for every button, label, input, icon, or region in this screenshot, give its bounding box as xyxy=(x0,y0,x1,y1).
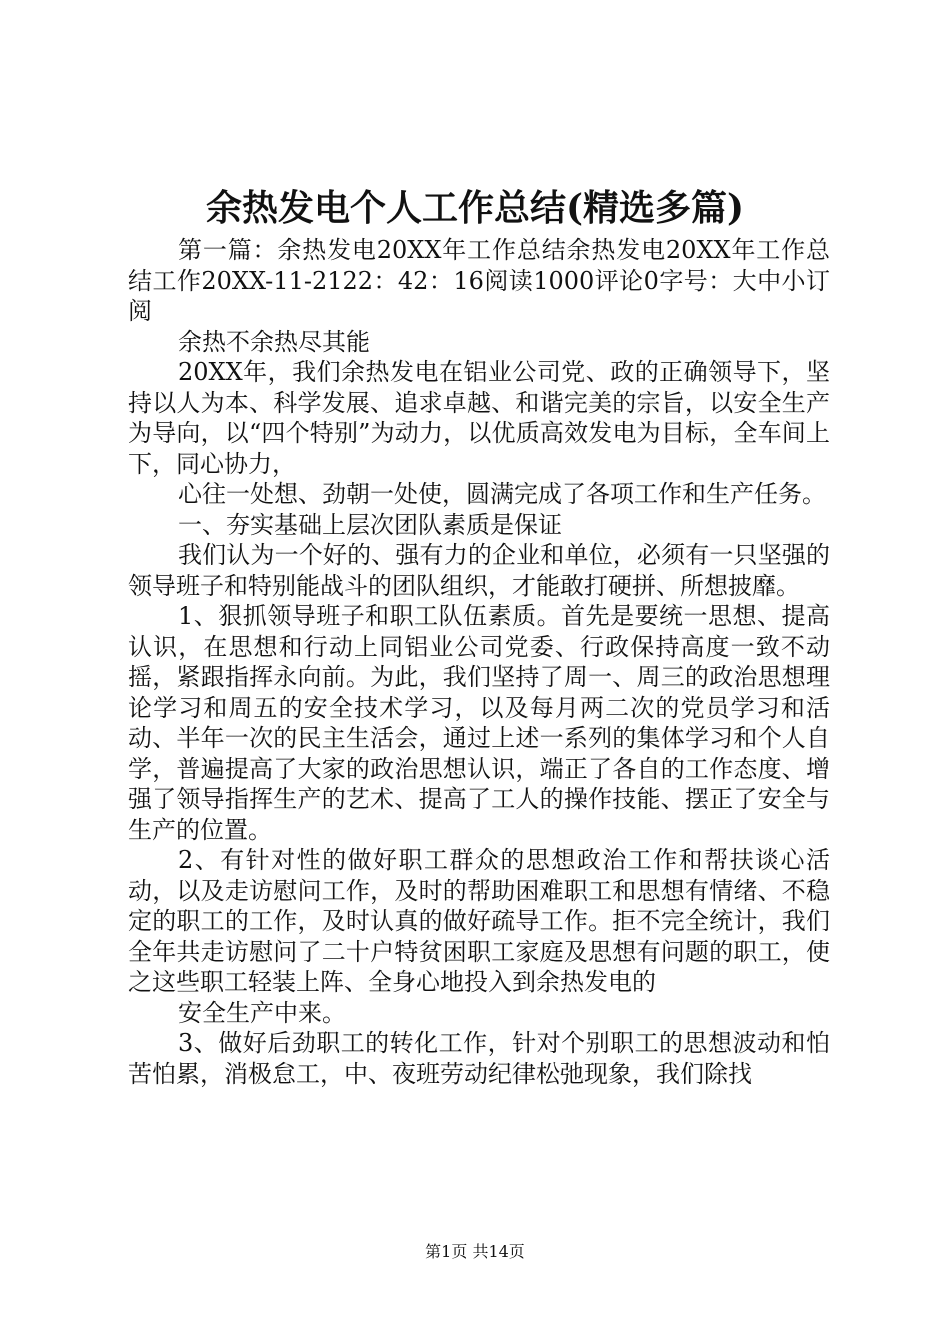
paragraph: 20XX年，我们余热发电在铝业公司党、政的正确领导下，坚持以人为本、科学发展、追求卓越、和谐完美的宗旨，以安全生产为导向，以“四个特别”为动力，以优质高效发电为目标，全车间上下，同心协力， xyxy=(128,358,830,478)
paragraph-intro: 第一篇：余热发电20XX年工作总结余热发电20XX年工作总结工作20XX-11-2122：42：16阅读1000评论0字号：大中小订阅 xyxy=(128,236,830,325)
section-heading: 一、夯实基础上层次团队素质是保证 xyxy=(178,510,562,539)
page-number-footer: 第1页 共14页 xyxy=(425,1242,525,1261)
paragraph: 安全生产中来。 xyxy=(178,998,346,1027)
paragraph: 3、做好后劲职工的转化工作，针对个别职工的思想波动和怕苦怕累，消极怠工，中、夜班劳动纪律松弛现象，我们除找 xyxy=(128,1029,830,1088)
paragraph-subtitle: 余热不余热尽其能 xyxy=(178,327,370,356)
document-title: 余热发电个人工作总结(精选多篇) xyxy=(205,187,745,229)
paragraph: 1、狠抓领导班子和职工队伍素质。首先是要统一思想、提高认识，在思想和行动上同铝业公司党委、行政保持高度一致不动摇，紧跟指挥永向前。为此，我们坚持了周一、周三的政治思想理论学习和周五的安全技术学习，以及每月两二次的党员学习和活动、半年一次的民主生活会，通过上述一系列的集体学习和个人自学，普遍提高了大家的政治思想认识，端正了各自的工作态度、增强了领导指挥生产的艺术、提高了工人的操作技能、摆正了安全与生产的位置。 xyxy=(128,602,830,844)
paragraph: 2、有针对性的做好职工群众的思想政治工作和帮扶谈心活动，以及走访慰问工作，及时的帮助困难职工和思想有情绪、不稳定的职工的工作，及时认真的做好疏导工作。拒不完全统计，我们全年共走访慰问了二十户特贫困职工家庭及思想有问题的职工，使之这些职工轻装上阵、全身心地投入到余热发电的 xyxy=(128,846,830,996)
paragraph: 心往一处想、劲朝一处使，圆满完成了各项工作和生产任务。 xyxy=(178,480,826,508)
document-body xyxy=(128,235,830,1089)
paragraph: 我们认为一个好的、强有力的企业和单位，必须有一只坚强的领导班子和特别能战斗的团队组织，才能敢打硬拼、所想披靡。 xyxy=(128,541,830,600)
